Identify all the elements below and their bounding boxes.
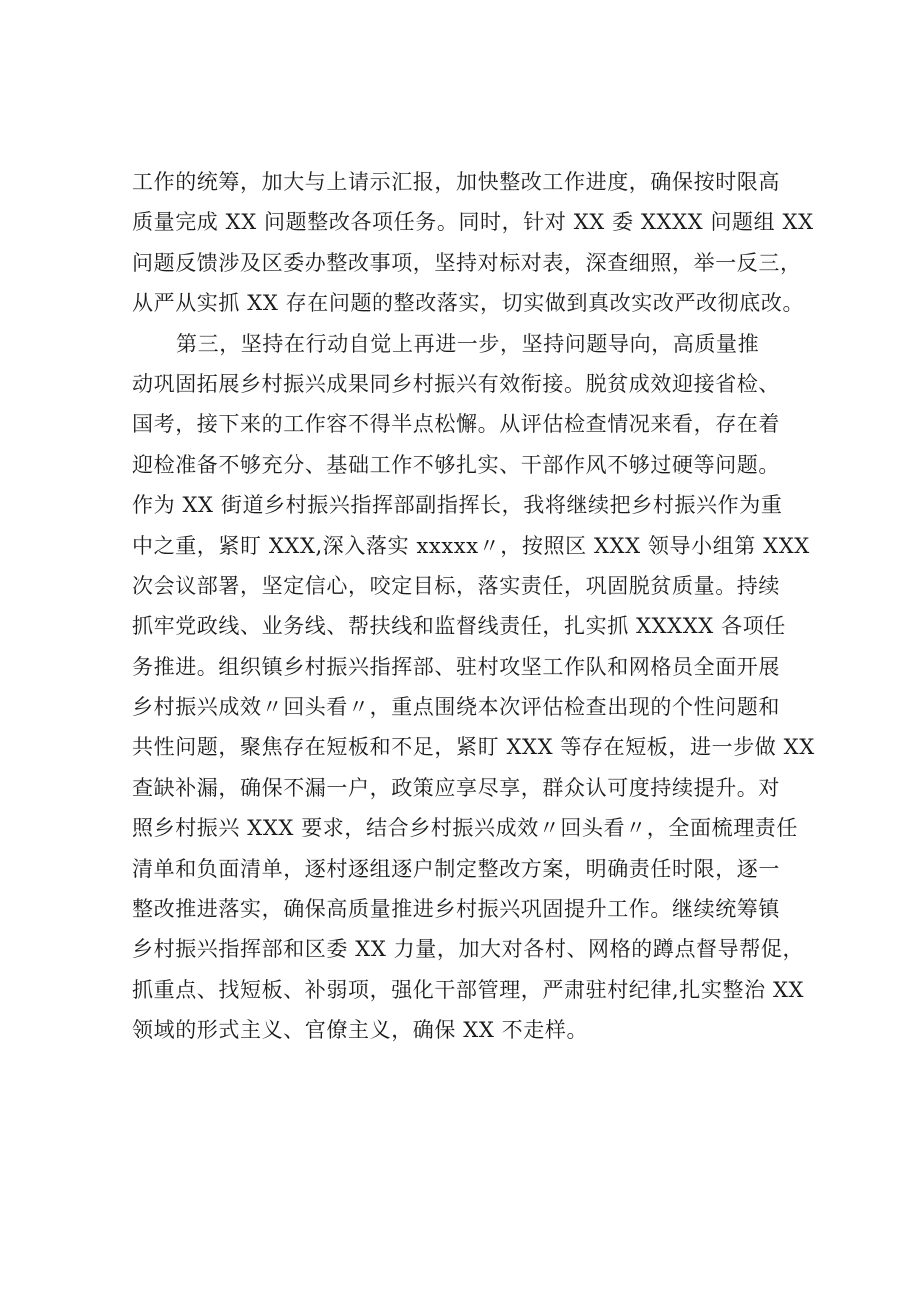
- text-line: 问题反馈涉及区委办整改事项，坚持对标对表，深查细照，举一反三，: [132, 250, 802, 275]
- text-line: 乡村振兴指挥部和区委 XX 力量，加大对各村、网格的蹲点督导帮促，: [132, 937, 805, 962]
- text-line: 务推进。组织镇乡村振兴指挥部、驻村攻坚工作队和网格员全面开展: [132, 654, 780, 679]
- text-line: 动巩固拓展乡村振兴成果同乡村振兴有效衔接。脱贫成效迎接省检、: [132, 371, 780, 396]
- text-line: 整改推进落实，确保高质量推进乡村振兴巩固提升工作。继续统筹镇: [132, 897, 780, 922]
- text-line: 工作的统筹，加大与上请示汇报，加快整改工作进度，确保按时限高: [132, 170, 780, 194]
- text-line: 中之重，紧盯 XXX,深入落实 xxxxx〃，按照区 XXX 领导小组第 XXX: [132, 533, 810, 558]
- text-line: 乡村振兴成效〃回头看〃，重点围绕本次评估检查出现的个性问题和: [132, 695, 780, 720]
- text-line: 清单和负面清单，逐村逐组逐户制定整改方案，明确责任时限，逐一: [132, 856, 780, 881]
- text-line: 质量完成 XX 问题整改各项任务。同时，针对 XX 委 XXXX 问题组 XX: [132, 210, 814, 235]
- paragraph-first-line: 第三，坚持在行动自觉上再进一步，坚持问题导向，高质量推: [176, 331, 760, 356]
- text-line: 迎检准备不够充分、基础工作不够扎实、干部作风不够过硬等问题。: [132, 452, 780, 477]
- text-line: 国考，接下来的工作容不得半点松懈。从评估检查情况来看，存在着: [132, 412, 780, 437]
- text-line: 作为 XX 街道乡村振兴指挥部副指挥长，我将继续把乡村振兴作为重: [132, 493, 783, 518]
- text-line: 领域的形式主义、官僚主义，确保 XX 不走样。: [132, 1018, 589, 1043]
- text-line: 次会议部署，坚定信心，咬定目标，落实责任，巩固脱贫质量。持续: [132, 573, 780, 598]
- text-line: 照乡村振兴 XXX 要求，结合乡村振兴成效〃回头看〃，全面梳理责任: [132, 816, 798, 841]
- text-line: 抓牢党政线、业务线、帮扶线和监督线责任，扎实抓 XXXXX 各项任: [132, 614, 786, 639]
- document-body: [132, 162, 832, 1051]
- text-line: 共性问题，聚焦存在短板和不足，紧盯 XXX 等存在短板，进一步做 XX: [132, 735, 815, 760]
- text-line: 抓重点、找短板、补弱项，强化干部管理，严肃驻村纪律,扎实整治 XX: [132, 977, 805, 1002]
- text-line: 从严从实抓 XX 存在问题的整改落实，切实做到真改实改严改彻底改。: [132, 291, 805, 316]
- text-line: 查缺补漏，确保不漏一户，政策应享尽享，群众认可度持续提升。对: [132, 775, 780, 800]
